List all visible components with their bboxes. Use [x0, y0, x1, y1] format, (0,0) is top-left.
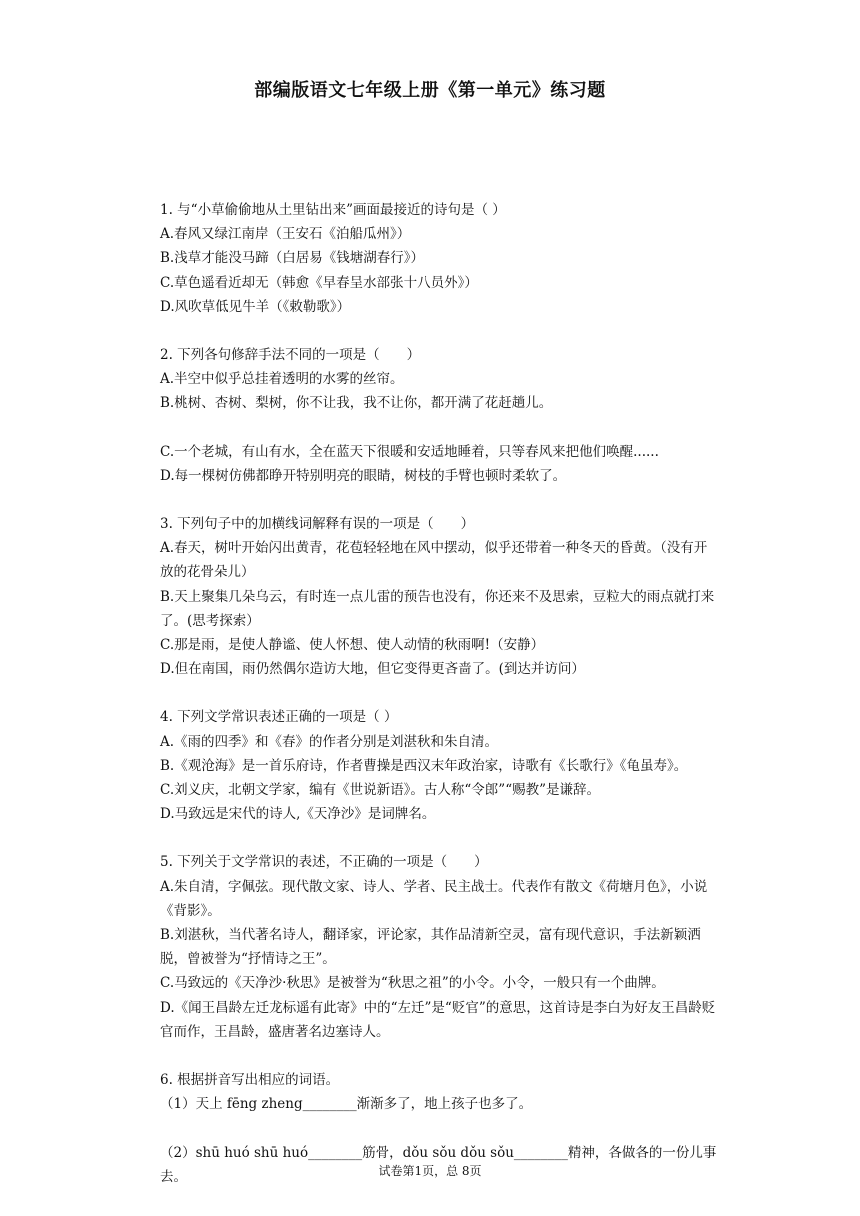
question-stem: 6. 根据拼音写出相应的词语。	[160, 1072, 340, 1089]
option-a: A.朱自清，字佩弦。现代散文家、诗人、学者、民主战士。代表作有散文《荷塘月色》，小说《背影》。	[160, 878, 708, 919]
question-3	[160, 512, 720, 681]
option-d: D.《闻王昌龄左迁龙标遥有此寄》中的“左迁”是“贬官”的意思，这首诗是李白为好友王昌龄贬官而作，王昌龄，盛唐著名边塞诗人。	[160, 999, 716, 1040]
option-c: C.刘义庆，北朝文学家，编有《世说新语》。古人称“令郎”“赐教”是谦辞。	[160, 782, 600, 799]
option-b: B.刘湛秋，当代著名诗人，翻译家，评论家，其作品清新空灵，富有现代意识，手法新颖洒脱，曾被誉为“抒情诗之王”。	[160, 927, 701, 968]
option-d: D.马致远是宋代的诗人,《天净沙》是词牌名。	[160, 806, 436, 823]
option-c: C.一个老城，有山有水，全在蓝天下很暖和安适地睡着，只等春风来把他们唤醒......	[160, 443, 659, 460]
option-c: C.那是雨，是使人静谧、使人怀想、使人动情的秋雨啊!（安静）	[160, 637, 545, 654]
option-d: D.风吹草低见牛羊（《敕勒歌》）	[160, 298, 351, 315]
option-b: B.桃树、杏树、梨树，你不让我，我不让你，都开满了花赶趟儿。	[160, 395, 553, 412]
question-5	[160, 850, 720, 1044]
option-b: B.《观沧海》是一首乐府诗，作者曹操是西汉末年政治家，诗歌有《长歌行》《龟虽寿》。	[160, 757, 688, 774]
fill-item-2: （2）shū huó shū huó________筋骨，dǒu sǒu dǒu sǒu________精神，各做各的一份儿事去。	[160, 1144, 717, 1185]
option-b: B.浅草才能没马蹄（白居易《钱塘湖春行》）	[160, 250, 424, 267]
question-1	[160, 198, 720, 319]
option-b: B.天上聚集几朵乌云，有时连一点儿雷的预告也没有，你还来不及思索，豆粒大的雨点就打来了。(思考探索）	[160, 588, 715, 629]
option-a: A.春风又绿江南岸（王安石《泊船瓜州》）	[160, 226, 411, 243]
exercise-content	[160, 198, 720, 1189]
page-title: 部编版语文七年级上册《第一单元》练习题	[254, 80, 606, 101]
option-c: C.马致远的《天净沙·秋思》是被誉为“秋思之祖”的小令。小令，一般只有一个曲牌。	[160, 975, 665, 992]
option-a: A.《雨的四季》和《春》的作者分别是刘湛秋和朱自清。	[160, 733, 499, 750]
question-2	[160, 343, 720, 488]
question-stem: 2. 下列各句修辞手法不同的一项是（ ）	[160, 347, 421, 364]
option-d: D.但在南国，雨仍然偶尔造访大地，但它变得更吝啬了。(到达并访问）	[160, 661, 585, 678]
question-4	[160, 705, 720, 826]
question-stem: 1. 与“小草偷偷地从土里钻出来”画面最接近的诗句是（ ）	[160, 202, 506, 218]
question-stem: 4. 下列文学常识表述正确的一项是（ ）	[160, 709, 398, 726]
question-stem: 5. 下列关于文学常识的表述，不正确的一项是（ ）	[160, 854, 488, 871]
option-a: A.半空中似乎总挂着透明的水雾的丝帘。	[160, 371, 404, 388]
fill-item-1: （1）天上 fēng zheng________渐渐多了，地上孩子也多了。	[160, 1096, 533, 1113]
blank-line	[160, 1117, 720, 1141]
page-footer: 试卷第1页，总 8页	[378, 1164, 482, 1178]
option-d: D.每一棵树仿佛都睁开特别明亮的眼睛，树枝的手臂也顿时柔软了。	[160, 467, 567, 484]
blank-line	[160, 416, 720, 440]
option-a: A.春天，树叶开始闪出黄青，花苞轻轻地在风中摆动，似乎还带着一种冬天的昏黄。（没有开放的花骨朵儿）	[160, 540, 708, 581]
question-stem: 3. 下列句子中的加横线词解释有误的一项是（ ）	[160, 516, 475, 533]
option-c: C.草色遥看近却无（韩愈《早春呈水部张十八员外》）	[160, 274, 478, 291]
